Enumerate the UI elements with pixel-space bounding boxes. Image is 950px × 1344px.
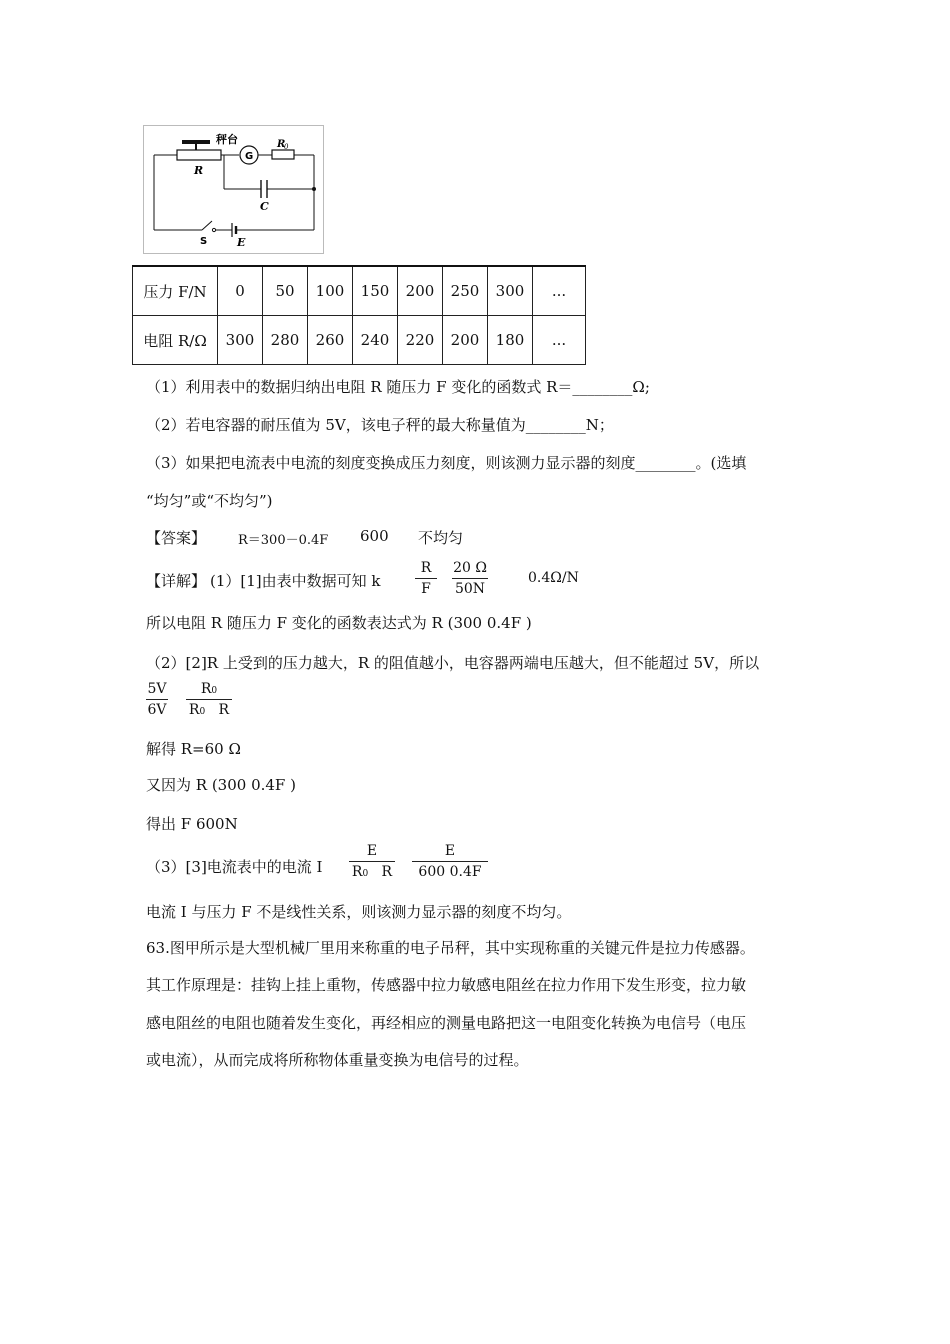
detail-line7: 得出 F 600N — [146, 815, 238, 833]
table-cell: 150 — [353, 266, 398, 316]
circuit-diagram — [143, 125, 324, 254]
table-cell: 0 — [218, 266, 263, 316]
fraction-denominator: 50N — [454, 581, 486, 597]
fraction-denominator-b: R — [381, 864, 393, 880]
fraction-numerator: E — [444, 843, 456, 859]
fraction-numerator: 20 Ω — [453, 560, 487, 576]
fraction-R0-over-sum — [186, 681, 232, 718]
fraction-20-over-50 — [452, 560, 488, 597]
fraction-denominator: 600 0.4F — [418, 864, 482, 880]
table-cell: 100 — [308, 266, 353, 316]
answer-2: 600 — [360, 527, 389, 545]
answer-3: 不均匀 — [418, 529, 464, 547]
fraction-denominator: F — [421, 581, 431, 597]
table-cell: ... — [533, 316, 586, 365]
table-cell: ... — [533, 266, 586, 316]
fraction-numerator: R — [420, 560, 432, 576]
fraction-E-over-600 — [412, 843, 488, 880]
R-label: R — [194, 164, 204, 177]
scale-platform — [182, 140, 210, 144]
table-cell: 250 — [443, 266, 488, 316]
table-cell: 220 — [398, 316, 443, 365]
G-label: G — [245, 151, 254, 162]
resistor-R0 — [272, 150, 294, 159]
switch-S — [202, 221, 212, 230]
subscript: 0 — [211, 686, 218, 696]
fraction-5V-over-6V — [146, 681, 168, 718]
question-3a: （3）如果把电流表中电流的刻度变换成压力刻度，则该测力显示器的刻度________。(选填 — [146, 454, 747, 472]
C-label: C — [260, 200, 269, 213]
detail-line8-prefix: （3）[3]电流表中的电流 I — [146, 858, 323, 876]
table-cell: 200 — [398, 266, 443, 316]
table-cell: 260 — [308, 316, 353, 365]
circuit-svg — [144, 126, 323, 253]
problem-63-line1: 63.图甲所示是大型机械厂里用来称重的电子吊秤，其中实现称重的关键元件是拉力传感器。 — [146, 939, 755, 957]
table-row — [133, 266, 586, 316]
table-row — [133, 316, 586, 365]
detail-line9: 电流 I 与压力 F 不是线性关系，则该测力显示器的刻度不均匀。 — [146, 903, 572, 921]
answer-label: 【答案】 — [146, 529, 207, 547]
detail-label: 【详解】 — [146, 572, 207, 590]
table-header-pressure: 压力 F/N — [133, 266, 218, 316]
table-cell: 280 — [263, 316, 308, 365]
fraction-denominator: 6V — [147, 702, 167, 718]
E-label: E — [237, 236, 246, 249]
fraction-R-over-F — [415, 560, 437, 597]
detail-line1-result: 0.4Ω/N — [528, 570, 579, 586]
subscript: 0 — [199, 707, 206, 717]
fraction-denominator-a: R — [188, 702, 200, 718]
detail-line2: 所以电阻 R 随压力 F 变化的函数表达式为 R (300 0.4F ) — [146, 614, 532, 632]
scale-label: 秤台 — [216, 133, 238, 146]
detail-line5: 解得 R=60 Ω — [146, 740, 241, 758]
fraction-E-over-sum — [349, 843, 395, 880]
S-label: S — [200, 236, 208, 247]
detail-line6: 又因为 R (300 0.4F ) — [146, 776, 296, 794]
question-2: （2）若电容器的耐压值为 5V，该电子秤的最大称量值为________N； — [146, 416, 614, 434]
table-cell: 50 — [263, 266, 308, 316]
table-cell: 200 — [443, 316, 488, 365]
problem-63-line4: 或电流），从而完成将所称物体重量变换为电信号的过程。 — [146, 1051, 529, 1069]
table-cell: 300 — [488, 266, 533, 316]
table-header-resistance: 电阻 R/Ω — [133, 316, 218, 365]
subscript: 0 — [362, 869, 369, 879]
detail-line1-prefix: (1）[1]由表中数据可知 k — [210, 572, 381, 590]
table-cell: 180 — [488, 316, 533, 365]
fraction-denominator-a: R — [351, 864, 363, 880]
R0-label: R — [277, 139, 286, 150]
R0-sub: 0 — [284, 143, 289, 151]
pressure-resistance-table — [132, 265, 586, 365]
problem-63-line3: 感电阻丝的电阻也随着发生变化，再经相应的测量电路把这一电阻变化转换为电信号（电压 — [146, 1014, 747, 1032]
question-3b: “均匀”或“不均匀”) — [146, 492, 273, 510]
fraction-numerator: E — [366, 843, 378, 859]
question-1: （1）利用表中的数据归纳出电阻 R 随压力 F 变化的函数式 R＝________Ω; — [146, 378, 650, 396]
fraction-denominator-b: R — [218, 702, 230, 718]
answer-1: R＝300－0.4F — [238, 533, 329, 548]
fraction-numerator: R — [200, 681, 212, 697]
table-cell: 300 — [218, 316, 263, 365]
detail-line3: （2）[2]R 上受到的压力越大，R 的阻值越小，电容器两端电压越大，但不能超过 5V，所以 — [146, 654, 760, 672]
resistor-R — [177, 150, 221, 160]
problem-63-line2: 其工作原理是：挂钩上挂上重物，传感器中拉力敏感电阻丝在拉力作用下发生形变，拉力敏 — [146, 976, 747, 994]
fraction-numerator: 5V — [147, 681, 167, 697]
table-cell: 240 — [353, 316, 398, 365]
